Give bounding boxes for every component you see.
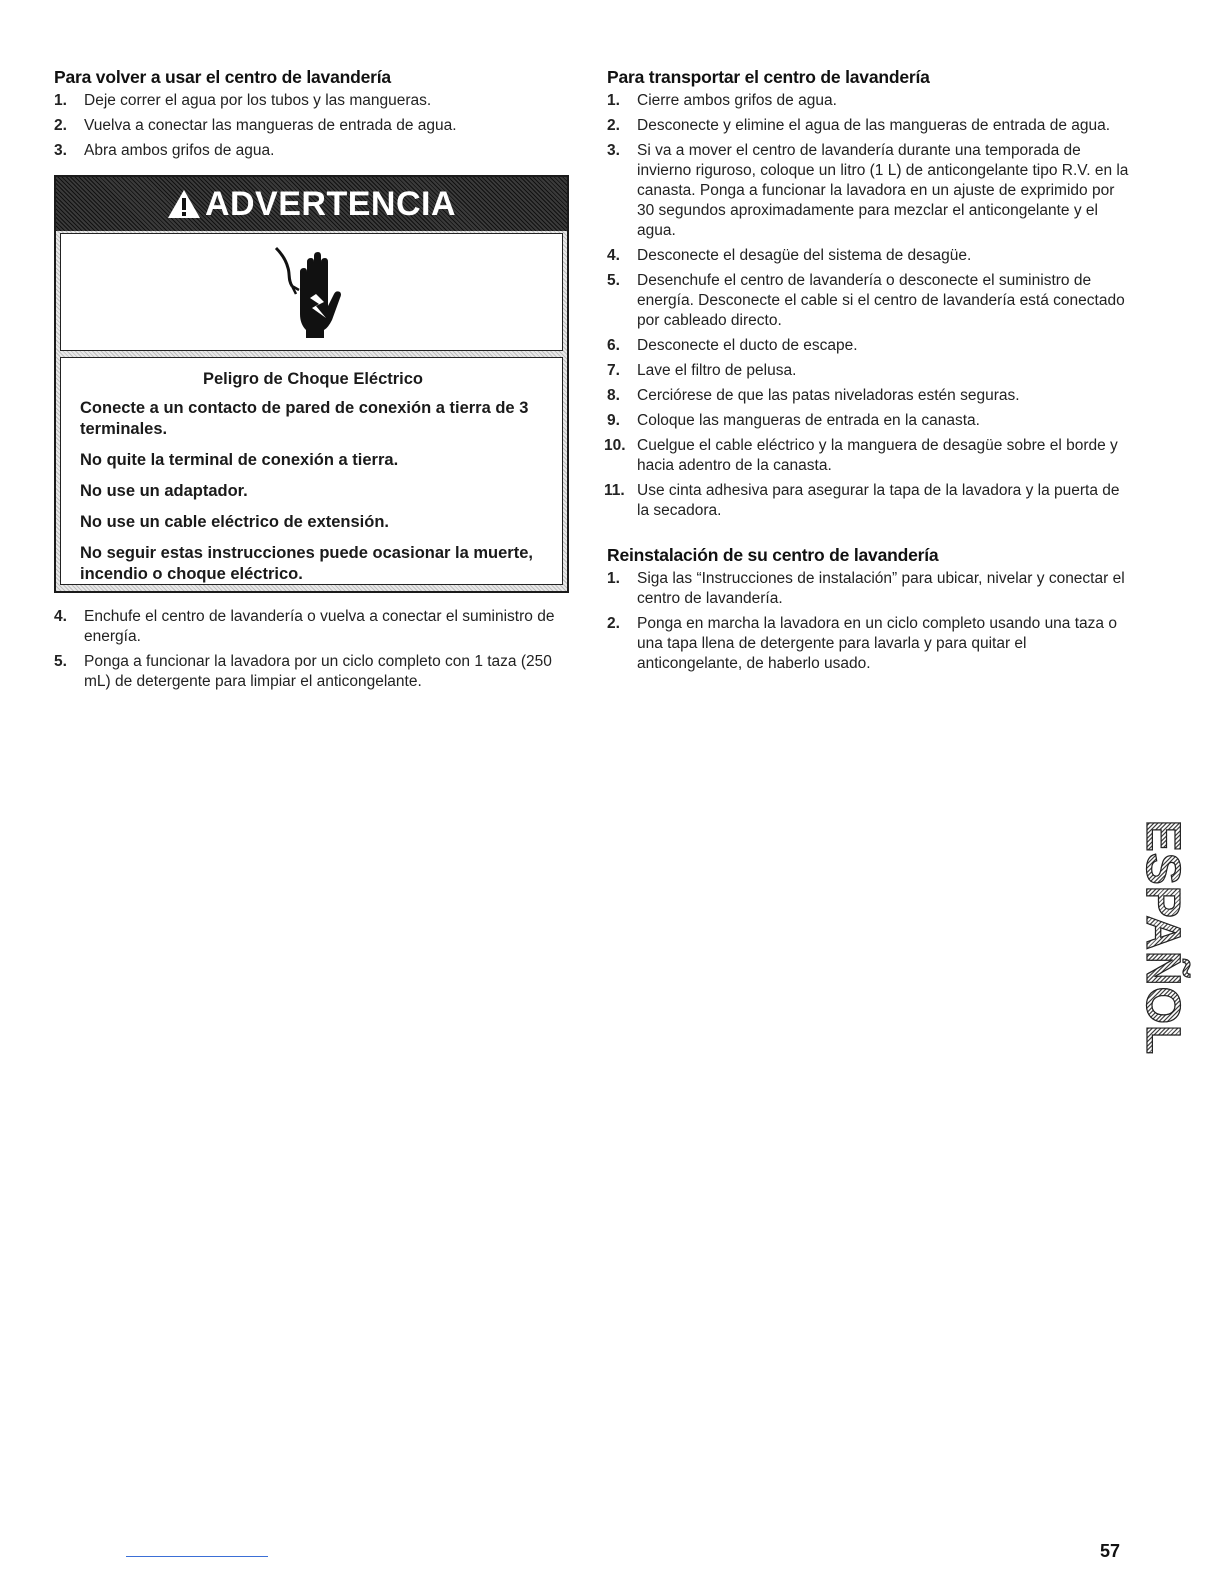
warning-line: Conecte a un contacto de pared de conexión a tierra de 3 terminales. bbox=[80, 399, 529, 438]
warning-line: No use un adaptador. bbox=[80, 482, 248, 500]
list-item: 4. Enchufe el centro de lavandería o vuelva a conectar el suministro de energía. bbox=[54, 608, 555, 645]
reuse-steps-list bbox=[54, 91, 574, 161]
list-item: 6. Desconecte el ducto de escape. bbox=[607, 337, 858, 354]
list-item: 2. Vuelva a conectar las mangueras de entrada de agua. bbox=[54, 117, 457, 134]
reinstall-steps-list bbox=[607, 569, 1129, 674]
list-item: 10. Cuelgue el cable eléctrico y la manguera de desagüe sobre el borde y hacia adentro de la canasta. bbox=[604, 437, 1118, 474]
list-item: 1. Deje correr el agua por los tubos y las mangueras. bbox=[54, 92, 432, 109]
left-column-continued bbox=[54, 607, 574, 697]
section-title-reinstall: Reinstalación de su centro de lavandería bbox=[607, 545, 939, 565]
list-item: 3. Si va a mover el centro de lavandería durante una temporada de invierno riguroso, coloque un litro (1 L) de anticongelante tipo R.V. en la canasta. Ponga a funcionar la lavadora en un ajuste de exprimido por 30 segundos aproximadamente para mezclar el anticongelante y el agua. bbox=[607, 142, 1129, 239]
list-item: 5. Ponga a funcionar la lavadora por un ciclo completo con 1 taza (250 mL) de detergente para limpiar el anticongelante. bbox=[54, 653, 552, 690]
list-item: 7. Lave el filtro de pelusa. bbox=[607, 362, 797, 379]
list-item: 5. Desenchufe el centro de lavandería o desconecte el suministro de energía. Desconecte el cable si el centro de lavandería está conectado por cableado directo. bbox=[607, 272, 1125, 329]
electric-shock-hand-icon bbox=[272, 244, 352, 340]
warning-line: No seguir estas instrucciones puede ocasionar la muerte, incendio o choque eléctrico. bbox=[80, 544, 533, 583]
section-title-reuse: Para volver a usar el centro de lavandería bbox=[54, 67, 391, 87]
left-column bbox=[54, 66, 574, 166]
list-item: 4. Desconecte el desagüe del sistema de desagüe. bbox=[607, 247, 972, 264]
list-item: 11. Use cinta adhesiva para asegurar la tapa de la lavadora y la puerta de la secadora. bbox=[604, 482, 1120, 519]
warning-box bbox=[54, 175, 569, 593]
page-number: 57 bbox=[1100, 1541, 1121, 1561]
list-item: 9. Coloque las mangueras de entrada en la canasta. bbox=[607, 412, 980, 429]
warning-text-panel bbox=[60, 357, 563, 585]
reuse-steps-list-continued bbox=[54, 607, 574, 692]
warning-line: No quite la terminal de conexión a tierra. bbox=[80, 451, 399, 469]
right-column bbox=[604, 66, 1129, 679]
list-item: 2. Desconecte y elimine el agua de las mangueras de entrada de agua. bbox=[607, 117, 1111, 134]
list-item: 8. Cerciórese de que las patas niveladoras estén seguras. bbox=[607, 387, 1020, 404]
list-item: 1. Cierre ambos grifos de agua. bbox=[607, 92, 837, 109]
list-item: 3. Abra ambos grifos de agua. bbox=[54, 142, 275, 159]
list-item: 2. Ponga en marcha la lavadora en un ciclo completo usando una taza o una tapa llena de detergente para lavarla y para quitar el anticongelante, de haberlo usado. bbox=[607, 615, 1117, 672]
shock-icon-panel bbox=[60, 233, 563, 351]
hazard-title: Peligro de Choque Eléctrico bbox=[202, 370, 424, 388]
language-side-tab bbox=[1136, 815, 1190, 1060]
transport-steps-list bbox=[604, 91, 1129, 521]
language-label: ESPAÑOL bbox=[1136, 819, 1190, 1056]
warning-triangle-icon bbox=[167, 189, 201, 219]
section-title-transport: Para transportar el centro de lavandería bbox=[607, 67, 930, 87]
warning-heading: ADVERTENCIA bbox=[204, 184, 457, 223]
warning-line: No use un cable eléctrico de extensión. bbox=[80, 513, 390, 531]
footer-rule bbox=[126, 1556, 268, 1557]
warning-header bbox=[56, 177, 567, 231]
list-item: 1. Siga las “Instrucciones de instalación” para ubicar, nivelar y conectar el centro de lavandería. bbox=[607, 570, 1125, 607]
